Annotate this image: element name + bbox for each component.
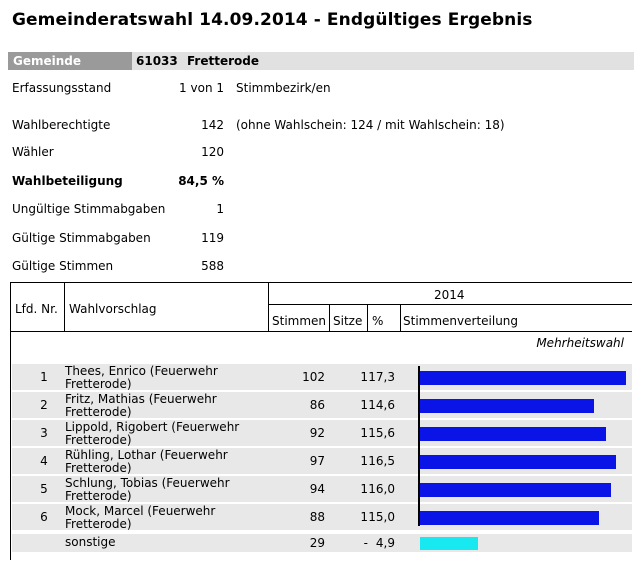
row-nr: 2: [40, 398, 48, 412]
header-verteilung: Stimmenverteilung: [403, 314, 519, 328]
row-sitze: 1: [360, 370, 368, 384]
gueltig-stimmen-value: 588: [201, 259, 224, 273]
bar-row-6: [420, 511, 599, 525]
ungueltig-label: Ungültige Stimmabgaben: [12, 202, 166, 216]
row-sitze: 1: [360, 398, 368, 412]
row-sitze: 1: [360, 454, 368, 468]
row-name: Rühling, Lothar (Feuerwehr Fretterode): [65, 448, 228, 475]
header-stimmen: Stimmen: [272, 314, 327, 328]
header-wahlvorschlag: Wahlvorschlag: [69, 302, 157, 316]
waehler-value: 120: [201, 145, 224, 159]
row-name: Lippold, Rigobert (Feuerwehr Fretterode): [65, 420, 240, 447]
berechtigte-note: (ohne Wahlschein: 124 / mit Wahlschein: 18): [236, 118, 505, 132]
header-lfd-nr: Lfd. Nr.: [15, 302, 58, 316]
bar-row-3: [420, 427, 606, 441]
row-sitze: -: [363, 536, 368, 550]
erfassung-label: Erfassungsstand: [12, 81, 112, 95]
row-name: sonstige: [65, 535, 116, 549]
row-stimmen: 94: [309, 482, 325, 496]
page-title: Gemeinderatswahl 14.09.2014 - Endgültiges Ergebnis: [12, 10, 533, 30]
row-stimmen: 29: [309, 536, 325, 550]
row-nr: 3: [40, 426, 48, 440]
row-nr: 5: [40, 482, 48, 496]
beteiligung-label: Wahlbeteiligung: [12, 174, 123, 188]
row-sitze: 1: [360, 510, 368, 524]
erfassung-value: 1 von 1: [179, 81, 224, 95]
row-pct: 15,0: [368, 510, 395, 524]
table-row-sonstige: [12, 534, 632, 552]
section-label-mehrheitswahl: Mehrheitswahl: [536, 336, 624, 350]
row-stimmen: 92: [309, 426, 325, 440]
row-name: Fritz, Mathias (Feuerwehr Fretterode): [65, 392, 217, 419]
row-stimmen: 88: [309, 510, 325, 524]
row-name: Schlung, Tobias (Feuerwehr Fretterode): [65, 476, 230, 503]
row-pct: 14,6: [368, 398, 395, 412]
gueltig-abgaben-value: 119: [201, 231, 224, 245]
ungueltig-value: 1: [216, 202, 224, 216]
row-pct: 16,5: [368, 454, 395, 468]
row-stimmen: 102: [302, 370, 325, 384]
header-year: 2014: [434, 288, 465, 302]
row-pct: 16,0: [368, 482, 395, 496]
gemeinde-label: Gemeinde: [8, 52, 132, 70]
row-pct: 4,9: [375, 536, 395, 550]
row-pct: 15,6: [368, 426, 395, 440]
bar-axis: [418, 366, 420, 526]
row-sitze: 1: [360, 426, 368, 440]
gueltig-abgaben-label: Gültige Stimmabgaben: [12, 231, 151, 245]
bar-row-5: [420, 483, 611, 497]
bar-row-2: [420, 399, 594, 413]
header-sitze: Sitze: [333, 314, 363, 328]
berechtigte-label: Wahlberechtigte: [12, 118, 111, 132]
berechtigte-value: 142: [201, 118, 224, 132]
gemeinde-code: 61033: [136, 54, 178, 68]
row-nr: 6: [40, 510, 48, 524]
erfassung-note: Stimmbezirk/en: [236, 81, 331, 95]
bar-row-sonstige: [420, 537, 478, 550]
beteiligung-value: 84,5 %: [178, 174, 224, 188]
waehler-label: Wähler: [12, 145, 54, 159]
row-name: Mock, Marcel (Feuerwehr Fretterode): [65, 504, 216, 531]
row-nr: 4: [40, 454, 48, 468]
row-nr: 1: [40, 370, 48, 384]
gemeinde-bar: [8, 52, 634, 70]
row-pct: 17,3: [368, 370, 395, 384]
bar-row-4: [420, 455, 616, 469]
row-stimmen: 86: [309, 398, 325, 412]
gemeinde-name: Fretterode: [187, 54, 259, 68]
header-pct: %: [372, 314, 384, 328]
gueltig-stimmen-label: Gültige Stimmen: [12, 259, 114, 273]
row-stimmen: 97: [309, 454, 325, 468]
row-sitze: 1: [360, 482, 368, 496]
results-table: [10, 282, 632, 560]
bar-row-1: [420, 371, 626, 385]
row-name: Thees, Enrico (Feuerwehr Fretterode): [65, 364, 218, 391]
